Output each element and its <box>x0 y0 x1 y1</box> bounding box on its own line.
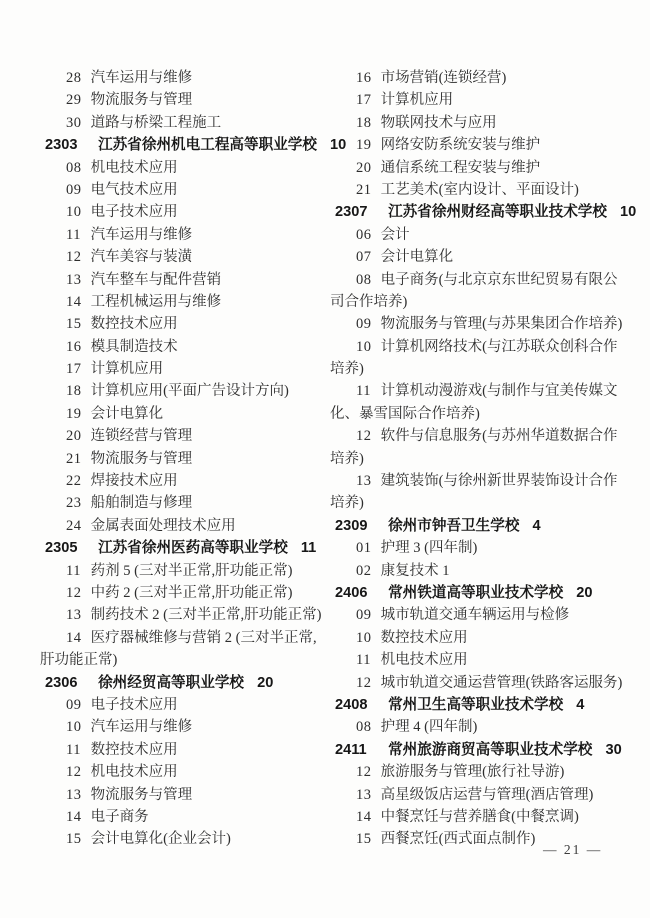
line-text: 徐州经贸高等职业学校 <box>98 674 245 691</box>
list-line <box>330 269 628 291</box>
list-line <box>330 425 628 447</box>
line-text: 西餐烹饪(西式面点制作) <box>380 831 536 848</box>
line-text: 会计 <box>380 226 410 243</box>
line-text: 会计电算化 <box>90 405 164 422</box>
line-text: 金属表面处理技术应用 <box>90 517 236 534</box>
list-line <box>40 582 332 604</box>
line-number: 11 <box>356 652 371 669</box>
list-line <box>40 179 332 201</box>
list-line <box>40 246 332 268</box>
list-line <box>40 448 332 470</box>
line-text: 物流服务与管理(与苏果集团合作培养) <box>380 316 623 333</box>
plan-count: 20 <box>576 584 593 601</box>
list-line <box>330 627 628 649</box>
list-line <box>40 537 332 559</box>
line-text: 化、暴雪国际合作培养) <box>330 405 480 422</box>
list-line <box>330 716 628 738</box>
line-number: 12 <box>356 428 372 445</box>
line-number: 08 <box>356 271 372 288</box>
line-text: 城市轨道交通运营管理(铁路客运服务) <box>380 674 623 691</box>
list-line <box>330 380 628 402</box>
line-text: 软件与信息服务(与苏州华道数据合作 <box>380 428 618 445</box>
list-line <box>330 515 628 537</box>
line-number: 18 <box>66 383 82 400</box>
line-number: 08 <box>356 719 372 736</box>
list-line <box>40 627 332 649</box>
list-line <box>330 492 628 514</box>
list-line <box>40 784 332 806</box>
list-line <box>330 470 628 492</box>
line-text: 汽车美容与装潢 <box>90 249 193 266</box>
line-text: 高星级饭店运营与管理(酒店管理) <box>380 786 594 803</box>
list-line <box>40 672 332 694</box>
line-text: 常州卫生高等职业技术学校 <box>388 696 564 713</box>
line-number: 2309 <box>335 517 368 534</box>
line-number: 15 <box>66 316 82 333</box>
line-text: 道路与桥梁工程施工 <box>90 114 222 131</box>
line-number: 12 <box>356 764 372 781</box>
right-column <box>330 67 637 851</box>
line-text: 护理 4 (四年制) <box>380 719 478 736</box>
line-number: 10 <box>356 629 372 646</box>
list-line <box>40 89 332 111</box>
plan-count: 4 <box>532 517 541 534</box>
list-line <box>40 806 332 828</box>
line-text: 计算机应用 <box>380 92 454 109</box>
line-text: 物联网技术与应用 <box>380 114 497 131</box>
line-text: 汽车运用与维修 <box>90 719 193 736</box>
line-number: 09 <box>356 607 372 624</box>
line-number: 15 <box>66 831 82 848</box>
list-line <box>40 157 332 179</box>
list-line <box>40 134 347 156</box>
list-line <box>40 828 332 850</box>
line-text: 电子商务(与北京京东世纪贸易有限公 <box>380 271 618 288</box>
list-line <box>40 515 332 537</box>
line-text: 制药技术 2 (三对半正常,肝功能正常) <box>90 607 322 624</box>
list-line <box>40 112 332 134</box>
list-line <box>330 694 628 716</box>
list-line <box>40 425 332 447</box>
line-number: 06 <box>356 226 372 243</box>
list-line <box>330 672 628 694</box>
line-number: 23 <box>66 495 82 512</box>
list-line <box>40 716 332 738</box>
line-text: 会计电算化(企业会计) <box>90 831 231 848</box>
line-text: 机电技术应用 <box>90 764 178 781</box>
line-text: 通信系统工程安装与维护 <box>380 159 541 176</box>
list-line <box>330 806 628 828</box>
list-line <box>330 224 628 246</box>
line-text: 江苏省徐州机电工程高等职业学校 <box>98 137 317 154</box>
line-number: 14 <box>356 808 372 825</box>
line-text: 徐州市钟吾卫生学校 <box>388 517 520 534</box>
line-number: 24 <box>66 517 82 534</box>
line-text: 船舶制造与修理 <box>90 495 193 512</box>
line-number: 30 <box>66 114 82 131</box>
list-line <box>330 537 628 559</box>
list-line <box>40 739 332 761</box>
line-number: 13 <box>66 271 82 288</box>
line-number: 12 <box>66 249 82 266</box>
list-line <box>330 403 628 425</box>
line-number: 11 <box>66 226 81 243</box>
line-text: 焊接技术应用 <box>90 473 178 490</box>
line-number: 17 <box>66 361 82 378</box>
line-number: 21 <box>66 450 82 467</box>
line-text: 旅游服务与管理(旅行社导游) <box>380 764 565 781</box>
line-number: 09 <box>66 696 82 713</box>
list-line <box>330 291 628 313</box>
list-line <box>40 649 332 671</box>
plan-count: 11 <box>300 540 317 557</box>
line-number: 08 <box>66 159 82 176</box>
list-line <box>40 269 332 291</box>
list-line <box>330 67 628 89</box>
line-text: 连锁经营与管理 <box>90 428 193 445</box>
line-number: 16 <box>66 338 82 355</box>
line-number: 2306 <box>45 674 78 691</box>
line-number: 13 <box>66 607 82 624</box>
list-line <box>330 604 628 626</box>
list-line <box>330 560 628 582</box>
line-number: 13 <box>66 786 82 803</box>
line-text: 计算机动漫游戏(与制作与宜美传媒文 <box>380 383 618 400</box>
list-line <box>330 448 628 470</box>
line-text: 工程机械运用与维修 <box>90 293 222 310</box>
line-number: 2303 <box>45 137 78 154</box>
list-line <box>330 336 628 358</box>
line-text: 汽车运用与维修 <box>90 226 193 243</box>
line-text: 培养) <box>330 450 364 467</box>
line-number: 10 <box>356 338 372 355</box>
list-line <box>330 134 628 156</box>
list-line <box>40 67 332 89</box>
line-text: 模具制造技术 <box>90 338 178 355</box>
line-text: 电气技术应用 <box>90 181 178 198</box>
line-number: 16 <box>356 70 372 86</box>
line-number: 2408 <box>335 696 368 713</box>
list-line <box>330 157 628 179</box>
list-line <box>330 582 628 604</box>
line-number: 09 <box>356 316 372 333</box>
list-line <box>40 403 332 425</box>
list-line <box>330 739 628 761</box>
line-number: 19 <box>356 137 372 154</box>
line-text: 常州旅游商贸高等职业技术学校 <box>388 741 593 758</box>
line-text: 常州铁道高等职业技术学校 <box>388 584 564 601</box>
line-number: 21 <box>356 181 372 198</box>
line-text: 中药 2 (三对半正常,肝功能正常) <box>90 584 293 601</box>
list-line <box>40 358 332 380</box>
line-number: 02 <box>356 562 372 579</box>
list-line <box>40 313 332 335</box>
line-text: 康复技术 1 <box>380 562 450 579</box>
list-line <box>330 649 628 671</box>
line-number: 17 <box>356 92 372 109</box>
list-line <box>330 201 637 223</box>
line-text: 计算机网络技术(与江苏联众创科合作 <box>380 338 618 355</box>
line-number: 18 <box>356 114 372 131</box>
plan-count: 10 <box>330 137 347 154</box>
list-line <box>40 470 332 492</box>
line-number: 28 <box>66 70 82 86</box>
line-number: 07 <box>356 249 372 266</box>
line-number: 12 <box>356 674 372 691</box>
line-text: 数控技术应用 <box>90 316 178 333</box>
line-text: 江苏省徐州财经高等职业技术学校 <box>388 204 607 221</box>
list-line <box>330 313 628 335</box>
list-line <box>330 784 628 806</box>
line-number: 10 <box>66 719 82 736</box>
line-text: 司合作培养) <box>330 293 408 310</box>
line-number: 2406 <box>335 584 368 601</box>
line-number: 12 <box>66 764 82 781</box>
line-text: 计算机应用(平面广告设计方向) <box>90 383 289 400</box>
line-text: 市场营销(连锁经营) <box>380 70 507 86</box>
line-number: 22 <box>66 473 82 490</box>
list-line <box>330 179 628 201</box>
line-text: 计算机应用 <box>90 361 164 378</box>
line-text: 物流服务与管理 <box>90 92 193 109</box>
line-number: 20 <box>356 159 372 176</box>
plan-count: 30 <box>605 741 622 758</box>
line-text: 会计电算化 <box>380 249 454 266</box>
line-text: 城市轨道交通车辆运用与检修 <box>380 607 570 624</box>
list-line <box>330 358 628 380</box>
line-number: 14 <box>66 808 82 825</box>
line-text: 物流服务与管理 <box>90 450 193 467</box>
list-line <box>330 89 628 111</box>
line-text: 江苏省徐州医药高等职业学校 <box>98 540 288 557</box>
list-line <box>40 201 332 223</box>
line-text: 汽车整车与配件营销 <box>90 271 222 288</box>
line-number: 20 <box>66 428 82 445</box>
list-line <box>40 492 332 514</box>
line-text: 电子技术应用 <box>90 696 178 713</box>
line-text: 电子技术应用 <box>90 204 178 221</box>
list-line <box>40 761 332 783</box>
line-number: 13 <box>356 473 372 490</box>
line-text: 护理 3 (四年制) <box>380 540 478 557</box>
line-text: 机电技术应用 <box>90 159 178 176</box>
list-line <box>40 694 332 716</box>
line-text: 机电技术应用 <box>380 652 468 669</box>
list-line <box>40 604 332 626</box>
line-number: 2305 <box>45 540 78 557</box>
line-text: 数控技术应用 <box>380 629 468 646</box>
line-number: 10 <box>66 204 82 221</box>
line-text: 数控技术应用 <box>90 741 178 758</box>
line-text: 培养) <box>330 495 364 512</box>
line-number: 13 <box>356 786 372 803</box>
line-text: 网络安防系统安装与维护 <box>380 137 541 154</box>
line-text: 物流服务与管理 <box>90 786 193 803</box>
line-number: 12 <box>66 584 82 601</box>
page-number: — 21 — <box>543 842 603 857</box>
list-line <box>40 224 332 246</box>
line-number: 29 <box>66 92 82 109</box>
list-line <box>330 112 628 134</box>
line-text: 药剂 5 (三对半正常,肝功能正常) <box>90 562 293 579</box>
line-text: 肝功能正常) <box>40 652 118 669</box>
line-text: 中餐烹饪与营养膳食(中餐烹调) <box>380 808 579 825</box>
list-line <box>40 380 332 402</box>
plan-count: 20 <box>257 674 274 691</box>
list-line <box>330 246 628 268</box>
list-line <box>40 336 332 358</box>
line-number: 2411 <box>335 741 367 758</box>
line-number: 14 <box>66 629 82 646</box>
line-text: 建筑装饰(与徐州新世界装饰设计合作 <box>380 473 618 490</box>
list-line <box>40 560 332 582</box>
line-number: 11 <box>66 741 81 758</box>
line-number: 15 <box>356 831 372 848</box>
line-number: 09 <box>66 181 82 198</box>
plan-count: 4 <box>576 696 585 713</box>
line-number: 19 <box>66 405 82 422</box>
line-number: 01 <box>356 540 372 557</box>
line-number: 11 <box>66 562 81 579</box>
line-text: 医疗器械维修与营销 2 (三对半正常, <box>90 629 317 646</box>
line-text: 汽车运用与维修 <box>90 70 193 86</box>
line-number: 11 <box>356 383 371 400</box>
plan-count: 10 <box>620 204 637 221</box>
line-text: 工艺美术(室内设计、平面设计) <box>380 181 579 198</box>
list-line <box>40 291 332 313</box>
line-number: 2307 <box>335 204 368 221</box>
line-text: 培养) <box>330 361 364 378</box>
list-line <box>330 761 628 783</box>
line-number: 14 <box>66 293 82 310</box>
line-text: 电子商务 <box>90 808 149 825</box>
